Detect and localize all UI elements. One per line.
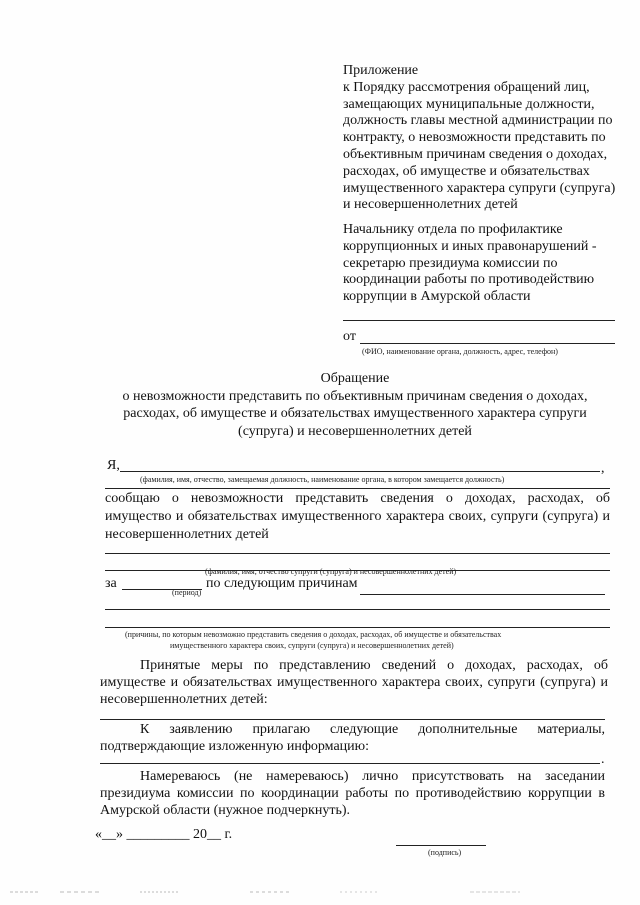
addressee-line: секретарю президиума комиссии по xyxy=(343,255,558,271)
reasons-field-line[interactable] xyxy=(360,594,605,595)
measures-line: Принятые меры по представлению сведений о доходах, расходах, об xyxy=(140,658,608,673)
reasons-caption: (причины, по которым невозможно представить сведения о доходах, расходах, об имуществе и обязательствах xyxy=(125,630,502,639)
ya-field-line[interactable] xyxy=(120,471,600,472)
title-line: расходах, об имуществе и обязательствах имущественного характера супруги xyxy=(123,406,587,421)
signature-caption: (подпись) xyxy=(428,848,462,857)
appendix-block xyxy=(343,63,633,214)
from-field-line[interactable] xyxy=(360,343,615,344)
signature-line[interactable] xyxy=(396,845,486,846)
appendix-line: имущественного характера супруги (супруга) xyxy=(343,180,616,196)
title-line: (супруга) и несовершеннолетних детей xyxy=(238,423,472,439)
reasons-field-line-3[interactable] xyxy=(105,627,610,628)
document-title xyxy=(100,370,610,440)
reasons-caption: имущественного характера своих, супруги (супруга) и несовершеннолетних детей) xyxy=(170,641,454,650)
intent-line: президиума комиссии по координации работы по противодействию коррупции в xyxy=(100,786,605,801)
reasons-field-line-2[interactable] xyxy=(105,609,610,610)
appendix-line: должность главы местной администрации по xyxy=(343,113,613,129)
ya-caption: (фамилия, имя, отчество, замещаемая должность, наименование органа, в котором замещается должность) xyxy=(140,475,505,484)
attach-line: К заявлению прилагаю следующие дополнительные материалы, xyxy=(140,722,605,737)
addressee-line: координации работы по противодействию xyxy=(343,272,595,288)
report-line: сообщаю о невозможности представить сведения о доходах, расходах, об xyxy=(105,491,610,506)
attach-dot: . xyxy=(601,752,605,767)
report-line: имущество и обязательствах имущественного характера своих, супруги (супруга) и xyxy=(105,509,610,524)
appendix-line: к Порядку рассмотрения обращений лиц, xyxy=(343,79,590,95)
spouse-field-line-1[interactable] xyxy=(105,553,610,554)
addressee-line: Начальнику отдела по профилактике xyxy=(343,222,563,237)
from-label: от xyxy=(343,329,356,344)
intent-line: Намереваюсь (не намереваюсь) лично присутствовать на заседании xyxy=(140,769,605,784)
from-caption: (ФИО, наименование органа, должность, адрес, телефон) xyxy=(362,347,558,356)
measures-line: несовершеннолетних детей: xyxy=(100,692,268,707)
reasons-label: по следующим причинам xyxy=(206,576,358,591)
report-line: несовершеннолетних детей xyxy=(105,527,269,542)
scan-edge-artifact xyxy=(0,880,640,905)
appendix-line: контракту, о невозможности представить по xyxy=(343,130,606,146)
appendix-line: расходах, об имуществе и обязательствах xyxy=(343,163,590,179)
addressee-line: коррупционных и иных правонарушений - xyxy=(343,238,597,254)
addressee-block xyxy=(343,222,633,306)
ya-field-line-2[interactable] xyxy=(105,488,610,489)
title-heading: Обращение xyxy=(320,371,390,386)
period-caption: (период) xyxy=(172,588,202,597)
appendix-line: объективным причинам сведения о доходах, xyxy=(343,146,608,162)
appendix-line: и несовершеннолетних детей xyxy=(343,197,518,213)
ya-label: Я, xyxy=(107,458,120,473)
measures-line: имуществе и обязательствах имущественного характера своих, супруги (супруга) и xyxy=(100,675,608,690)
appendix-line: Приложение xyxy=(343,63,419,78)
addressee-blank-line xyxy=(343,320,615,321)
addressee-line: коррупции в Амурской области xyxy=(343,289,531,305)
intent-line: Амурской области (нужное подчеркнуть). xyxy=(100,803,351,818)
title-line: о невозможности представить по объективным причинам сведения о доходах, xyxy=(122,388,588,404)
appendix-line: замещающих муниципальные должности, xyxy=(343,96,595,112)
attach-line: подтверждающие изложенную информацию: xyxy=(100,739,369,754)
ya-comma: , xyxy=(601,461,605,476)
date-line[interactable]: «__» _________ 20__ г. xyxy=(95,827,233,842)
spouse-caption: (фамилия, имя, отчество супруги (супруга) и несовершеннолетних детей) xyxy=(205,567,457,576)
attach-field-line[interactable] xyxy=(100,763,600,764)
za-label: за xyxy=(105,576,117,591)
measures-field-line[interactable] xyxy=(100,719,605,720)
